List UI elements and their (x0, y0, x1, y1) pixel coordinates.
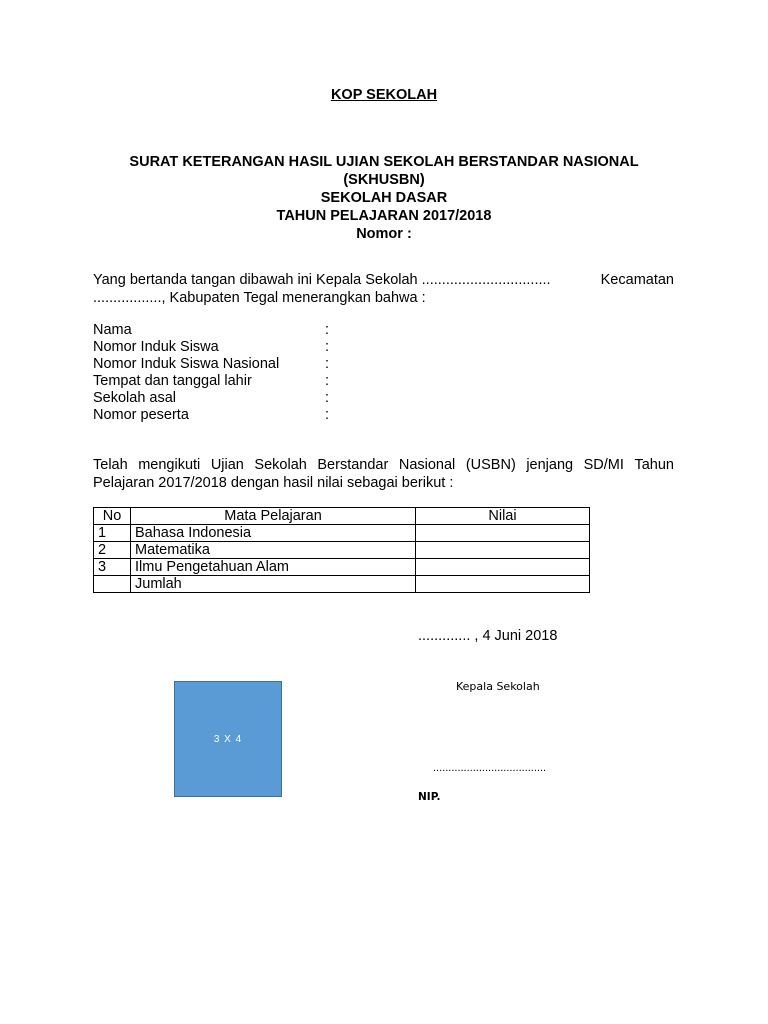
nip-label: NIP. (418, 791, 441, 803)
cell-mapel: Jumlah (131, 576, 416, 593)
cell-no: 1 (94, 525, 131, 542)
title-line-2: (SKHUSBN) (343, 172, 425, 188)
table-header-row (94, 508, 590, 525)
field-label: Nomor Induk Siswa Nasional (93, 356, 280, 372)
field-nomor-peserta (93, 407, 393, 424)
header-nilai: Nilai (416, 508, 590, 525)
photo-placeholder (174, 681, 282, 797)
usbn-line-2: Pelajaran 2017/2018 dengan hasil nilai sebagai berikut : (93, 475, 454, 491)
usbn-word: Telah (93, 457, 128, 473)
usbn-word: (USBN) (465, 457, 516, 473)
kop-sekolah-heading: KOP SEKOLAH (330, 87, 438, 103)
cell-mapel: Ilmu Pengetahuan Alam (131, 559, 416, 576)
title-line-4: TAHUN PELAJARAN 2017/2018 (276, 208, 492, 224)
cell-no (94, 576, 131, 593)
cell-nilai (416, 542, 590, 559)
field-colon: : (325, 356, 330, 372)
usbn-word: Berstandar (317, 457, 389, 473)
table-row (94, 525, 590, 542)
title-line-3: SEKOLAH DASAR (320, 190, 448, 206)
field-label: Sekolah asal (93, 390, 177, 406)
intro-line-2: ................., Kabupaten Tegal menerangkan bahwa : (93, 290, 426, 306)
field-ttl (93, 373, 393, 390)
intro-line-1-left: Yang bertanda tangan dibawah ini Kepala Sekolah ................................ (93, 272, 551, 288)
table-row-jumlah (94, 576, 590, 593)
intro-line-1 (93, 271, 674, 289)
field-colon: : (325, 390, 330, 406)
field-nama (93, 322, 393, 339)
cell-nilai (416, 576, 590, 593)
title-nomor: Nomor : (356, 226, 412, 242)
cell-nilai (416, 559, 590, 576)
score-table (93, 507, 590, 593)
field-label: Nomor Induk Siswa (93, 339, 219, 355)
header-no: No (94, 508, 131, 525)
usbn-word: SD/MI (583, 457, 624, 473)
field-colon: : (325, 339, 330, 355)
field-label: Tempat dan tanggal lahir (93, 373, 252, 389)
title-line-1: SURAT KETERANGAN HASIL UJIAN SEKOLAH BERSTANDAR NASIONAL (129, 154, 639, 170)
header-mata-pelajaran: Mata Pelajaran (131, 508, 416, 525)
student-fields (93, 322, 393, 424)
document-title (0, 153, 768, 243)
field-nis (93, 339, 393, 356)
signatory-role: Kepala Sekolah (456, 680, 540, 693)
signatory-name-line: ..................................... (433, 762, 547, 774)
cell-mapel: Matematika (131, 542, 416, 559)
photo-size-label: 3 X 4 (213, 733, 243, 745)
field-colon: : (325, 407, 330, 423)
table-row (94, 542, 590, 559)
usbn-word: mengikuti (138, 457, 201, 473)
cell-no: 2 (94, 542, 131, 559)
field-label: Nama (93, 322, 132, 338)
cell-mapel: Bahasa Indonesia (131, 525, 416, 542)
usbn-word: Nasional (398, 457, 456, 473)
usbn-paragraph (93, 456, 674, 492)
usbn-word: Sekolah (254, 457, 307, 473)
usbn-word: Tahun (634, 457, 674, 473)
usbn-word: jenjang (526, 457, 574, 473)
usbn-word: Ujian (210, 457, 244, 473)
usbn-line-1 (93, 456, 674, 474)
field-colon: : (325, 322, 330, 338)
field-sekolah-asal (93, 390, 393, 407)
field-colon: : (325, 373, 330, 389)
cell-nilai (416, 525, 590, 542)
date-line: ............. , 4 Juni 2018 (418, 628, 558, 644)
cell-no: 3 (94, 559, 131, 576)
intro-line-1-right: Kecamatan (600, 272, 674, 288)
field-label: Nomor peserta (93, 407, 189, 423)
field-nisn (93, 356, 393, 373)
table-row (94, 559, 590, 576)
intro-paragraph (93, 271, 674, 307)
